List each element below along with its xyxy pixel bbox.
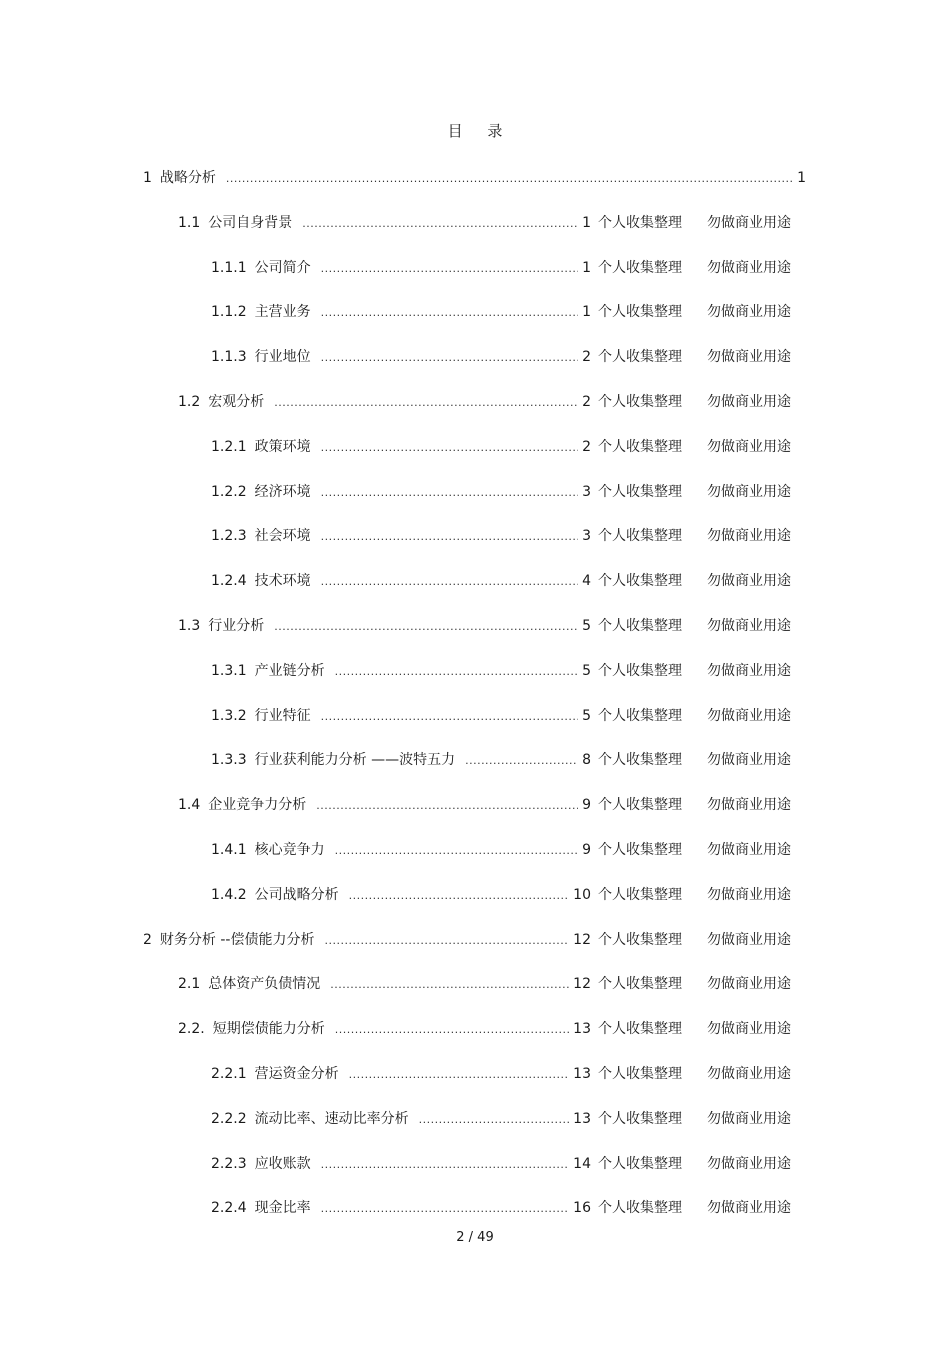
toc-entry-page: 5 (582, 618, 591, 634)
toc-entry[interactable] (0, 300, 950, 324)
toc-entry-line (211, 883, 591, 908)
toc-entry[interactable] (0, 1196, 950, 1220)
toc-entry-page: 13 (573, 1021, 591, 1038)
toc-entry-number: 2.2.4 (211, 1200, 247, 1217)
toc-entry-line (211, 1152, 591, 1177)
dot-leader (324, 929, 569, 953)
watermark-note-noncommercial: 勿做商业用途 (707, 931, 791, 948)
toc-entry-page: 12 (573, 976, 591, 993)
toc-entry[interactable] (0, 838, 950, 862)
dot-leader (302, 212, 578, 236)
toc-entry-page: 1 (582, 304, 591, 321)
toc-entry-title: 宏观分析 (208, 394, 265, 410)
toc-entry-title: 行业分析 (208, 618, 265, 634)
toc-entry[interactable] (0, 569, 950, 593)
toc-entry-number: 1.1.2 (211, 304, 247, 321)
toc-entry-line (178, 614, 591, 639)
toc-entry-number: 2 (143, 931, 152, 948)
toc-entry-page: 16 (573, 1200, 591, 1217)
toc-entry-title: 战略分析 (159, 170, 216, 186)
dot-leader (419, 1108, 570, 1132)
watermark-note-collected: 个人收集整理 (598, 662, 682, 679)
toc-entry-line (211, 1107, 591, 1132)
dot-leader (349, 884, 570, 908)
watermark-note-noncommercial: 勿做商业用途 (707, 976, 791, 993)
watermark-note-noncommercial: 勿做商业用途 (707, 528, 791, 545)
watermark-note-collected: 个人收集整理 (598, 1200, 682, 1217)
toc-entry-number: 1.3 (178, 618, 201, 634)
dot-leader (321, 1197, 570, 1221)
toc-entry-line (178, 390, 591, 415)
toc-entry[interactable] (0, 972, 950, 996)
toc-entry-title: 社会环境 (254, 528, 311, 545)
toc-entry-line (211, 704, 591, 729)
watermark-note-noncommercial: 勿做商业用途 (707, 842, 791, 858)
toc-entry-page: 12 (573, 931, 591, 948)
toc-entry[interactable] (0, 435, 950, 459)
dot-leader (330, 973, 569, 997)
watermark-note-collected: 个人收集整理 (598, 618, 682, 634)
watermark-note-noncommercial: 勿做商业用途 (707, 483, 791, 500)
dot-leader (335, 839, 578, 863)
watermark-note-noncommercial: 勿做商业用途 (707, 394, 791, 410)
toc-entry-line (178, 793, 591, 818)
toc-entry-page: 1 (582, 214, 591, 231)
toc-entry-number: 1.4 (178, 797, 201, 814)
toc-entry-title: 经济环境 (254, 483, 311, 500)
toc-entry-line (211, 300, 591, 325)
toc-entry-title: 行业地位 (254, 349, 311, 366)
page-title: 目 录 (447, 122, 513, 140)
toc-entry-number: 1.1.3 (211, 349, 247, 366)
watermark-note-noncommercial: 勿做商业用途 (707, 1200, 791, 1217)
dot-leader (321, 481, 578, 505)
toc-entry-page: 9 (582, 842, 591, 858)
dot-leader (321, 1153, 570, 1177)
toc-entry[interactable] (0, 1107, 950, 1131)
toc-entry-number: 2.1 (178, 976, 201, 993)
toc-entry-number: 2.2.2 (211, 1110, 247, 1127)
toc-entry-title: 公司简介 (254, 259, 311, 276)
watermark-note-noncommercial: 勿做商业用途 (707, 1155, 791, 1172)
watermark-note-collected: 个人收集整理 (598, 214, 682, 231)
dot-leader (321, 257, 578, 281)
toc-entry-line (211, 524, 591, 549)
toc-entry[interactable] (0, 883, 950, 907)
toc-entry-number: 1.3.2 (211, 707, 247, 724)
watermark-note-noncommercial: 勿做商业用途 (707, 1021, 791, 1038)
toc-entry[interactable] (0, 256, 950, 280)
dot-leader (321, 570, 578, 594)
toc-entry-page: 2 (582, 394, 591, 410)
toc-entry-title: 应收账款 (254, 1155, 311, 1172)
watermark-note-noncommercial: 勿做商业用途 (707, 662, 791, 679)
watermark-note-collected: 个人收集整理 (598, 394, 682, 410)
toc-entry[interactable] (0, 659, 950, 683)
toc-entry[interactable] (0, 704, 950, 728)
watermark-note-collected: 个人收集整理 (598, 483, 682, 500)
toc-entry[interactable] (0, 748, 950, 772)
toc-entry-page: 10 (573, 886, 591, 903)
toc-entry[interactable] (0, 390, 950, 414)
watermark-note-noncommercial: 勿做商业用途 (707, 259, 791, 276)
toc-entry-number: 1.2.4 (211, 573, 247, 590)
toc-entry-line (211, 1062, 591, 1087)
toc-entry-page: 5 (582, 707, 591, 724)
toc-entry-page: 5 (582, 662, 591, 679)
toc-entry-line (211, 256, 591, 281)
watermark-note-collected: 个人收集整理 (598, 707, 682, 724)
toc-entry-page: 1 (797, 170, 806, 186)
watermark-note-collected: 个人收集整理 (598, 1155, 682, 1172)
toc-entry-page: 8 (582, 752, 591, 769)
watermark-note-noncommercial: 勿做商业用途 (707, 797, 791, 814)
dot-leader (321, 346, 578, 370)
toc-entry-number: 1.4.2 (211, 886, 247, 903)
watermark-note-collected: 个人收集整理 (598, 349, 682, 366)
toc-entry-title: 总体资产负债情况 (208, 976, 321, 993)
watermark-note-noncommercial: 勿做商业用途 (707, 886, 791, 903)
toc-entry[interactable] (0, 480, 950, 504)
toc-entry-page: 3 (582, 483, 591, 500)
toc-entry-title: 行业获利能力分析 ——波特五力 (254, 752, 456, 769)
toc-entry-number: 1.1.1 (211, 259, 247, 276)
dot-leader (321, 301, 578, 325)
toc-entry-line (178, 1017, 591, 1042)
watermark-note-noncommercial: 勿做商业用途 (707, 752, 791, 769)
watermark-note-noncommercial: 勿做商业用途 (707, 349, 791, 366)
toc-entry-line (211, 569, 591, 594)
toc-entry-line (211, 838, 591, 863)
watermark-note-collected: 个人收集整理 (598, 304, 682, 321)
toc-entry-number: 1.4.1 (211, 842, 247, 858)
watermark-note-noncommercial: 勿做商业用途 (707, 1066, 791, 1082)
watermark-note-collected: 个人收集整理 (598, 1021, 682, 1038)
toc-entry[interactable] (0, 1017, 950, 1041)
watermark-note-noncommercial: 勿做商业用途 (707, 618, 791, 634)
watermark-note-collected: 个人收集整理 (598, 976, 682, 993)
dot-leader (316, 794, 578, 818)
toc-entry-title: 企业竞争力分析 (208, 797, 307, 814)
watermark-note-noncommercial: 勿做商业用途 (707, 214, 791, 231)
toc-entry-number: 1.2 (178, 394, 201, 410)
toc-entry-line (211, 345, 591, 370)
toc-entry-title: 财务分析 --偿债能力分析 (159, 931, 315, 948)
watermark-note-collected: 个人收集整理 (598, 931, 682, 948)
toc-entry[interactable] (0, 928, 950, 952)
toc-entry[interactable] (0, 614, 950, 638)
watermark-note-collected: 个人收集整理 (598, 886, 682, 903)
watermark-note-noncommercial: 勿做商业用途 (707, 304, 791, 321)
toc-entry[interactable] (0, 524, 950, 548)
toc-entry-title: 现金比率 (254, 1200, 311, 1217)
toc-entry-number: 1.3.1 (211, 662, 247, 679)
watermark-note-collected: 个人收集整理 (598, 259, 682, 276)
toc-entry-number: 1.2.1 (211, 438, 247, 455)
toc-entry-line (178, 972, 591, 997)
dot-leader (321, 705, 578, 729)
watermark-note-collected: 个人收集整理 (598, 1066, 682, 1082)
toc-entry[interactable] (0, 166, 950, 190)
watermark-note-collected: 个人收集整理 (598, 573, 682, 590)
toc-entry-title: 短期偿债能力分析 (212, 1021, 325, 1038)
watermark-note-collected: 个人收集整理 (598, 797, 682, 814)
toc-entry-title: 流动比率、速动比率分析 (254, 1110, 409, 1127)
toc-entry[interactable] (0, 1152, 950, 1176)
watermark-note-noncommercial: 勿做商业用途 (707, 707, 791, 724)
toc-entry-title: 主营业务 (254, 304, 311, 321)
toc-entry-page: 3 (582, 528, 591, 545)
toc-entry-title: 技术环境 (254, 573, 311, 590)
toc-entry-title: 行业特征 (254, 707, 311, 724)
toc-entry-line (143, 928, 591, 953)
toc-entry-number: 2.2. (178, 1021, 205, 1038)
toc-entry-line (178, 211, 591, 236)
toc-entry-page: 13 (573, 1066, 591, 1082)
watermark-note-noncommercial: 勿做商业用途 (707, 1110, 791, 1127)
toc-entry-line (211, 480, 591, 505)
watermark-note-collected: 个人收集整理 (598, 752, 682, 769)
toc-entry-title: 产业链分析 (254, 662, 325, 679)
toc-entry[interactable] (0, 1062, 950, 1086)
toc-entry-page: 2 (582, 349, 591, 366)
toc-entry-number: 2.2.1 (211, 1066, 247, 1082)
toc-entry-number: 1.1 (178, 214, 201, 231)
toc-entry-page: 2 (582, 438, 591, 455)
toc-entry-line (143, 166, 806, 191)
dot-leader (274, 391, 578, 415)
toc-entry[interactable] (0, 211, 950, 235)
toc-entry-page: 9 (582, 797, 591, 814)
toc-entry-number: 2.2.3 (211, 1155, 247, 1172)
dot-leader (274, 615, 578, 639)
watermark-note-collected: 个人收集整理 (598, 438, 682, 455)
dot-leader (321, 525, 578, 549)
toc-entry-number: 1.2.3 (211, 528, 247, 545)
watermark-note-collected: 个人收集整理 (598, 1110, 682, 1127)
toc-entry-title: 营运资金分析 (254, 1066, 339, 1082)
watermark-note-noncommercial: 勿做商业用途 (707, 573, 791, 590)
toc-entry-title: 政策环境 (254, 438, 311, 455)
dot-leader (335, 1018, 569, 1042)
toc-entry-page: 1 (582, 259, 591, 276)
dot-leader (226, 167, 793, 191)
dot-leader (465, 749, 578, 773)
toc-entry-page: 4 (582, 573, 591, 590)
toc-entry[interactable] (0, 793, 950, 817)
toc-entry-number: 1.3.3 (211, 752, 247, 769)
toc-entry-number: 1 (143, 170, 152, 186)
toc-entry-title: 核心竞争力 (254, 842, 325, 858)
toc-entry[interactable] (0, 345, 950, 369)
dot-leader (349, 1063, 570, 1087)
toc-entry-page: 14 (573, 1155, 591, 1172)
toc-entry-number: 1.2.2 (211, 483, 247, 500)
dot-leader (321, 436, 578, 460)
toc-entry-title: 公司自身背景 (208, 214, 293, 231)
page-number: 2 / 49 (456, 1230, 494, 1245)
toc-entry-title: 公司战略分析 (254, 886, 339, 903)
dot-leader (335, 660, 578, 684)
toc-entry-line (211, 435, 591, 460)
watermark-note-collected: 个人收集整理 (598, 528, 682, 545)
toc-entry-line (211, 1196, 591, 1221)
toc-entry-page: 13 (573, 1110, 591, 1127)
watermark-note-collected: 个人收集整理 (598, 842, 682, 858)
toc-entry-line (211, 748, 591, 773)
watermark-note-noncommercial: 勿做商业用途 (707, 438, 791, 455)
toc-entry-line (211, 659, 591, 684)
